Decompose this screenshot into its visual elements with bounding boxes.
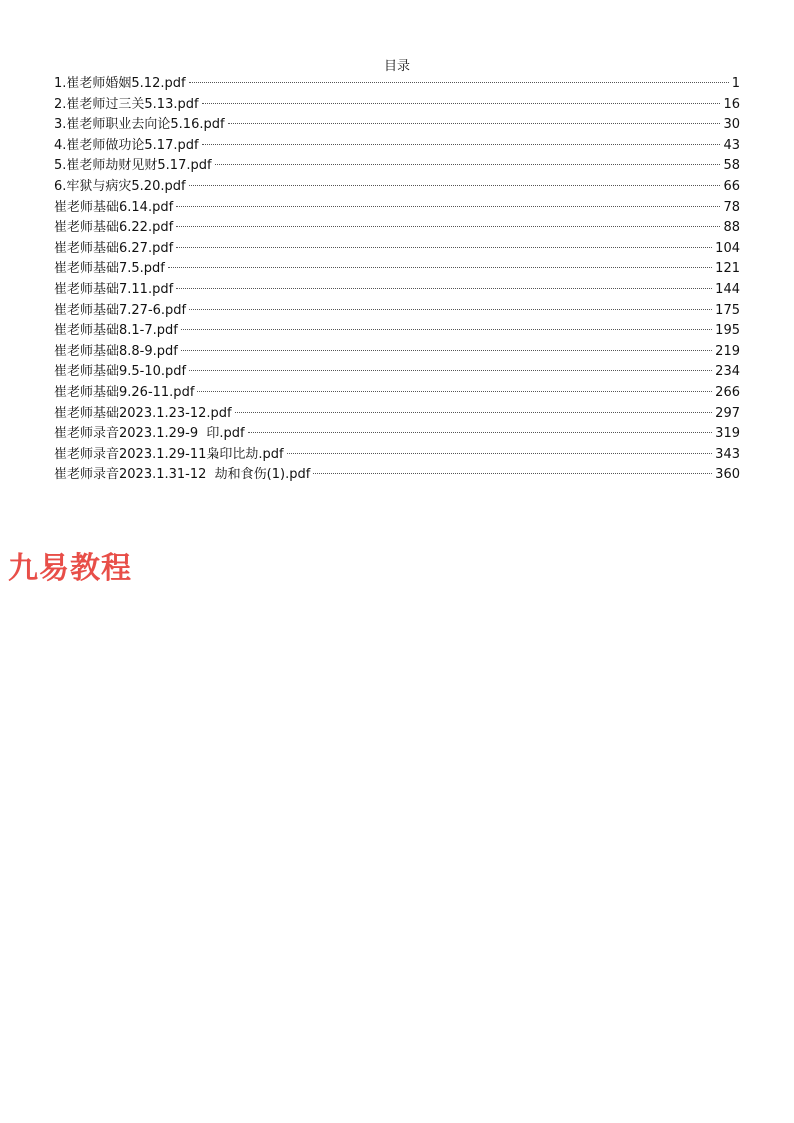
toc-entry-label[interactable]: 1.崔老师婚姻5.12.pdf xyxy=(54,76,186,91)
toc-entry-label[interactable]: 6.牢狱与病灾5.20.pdf xyxy=(54,178,186,194)
toc-entry-page[interactable]: 144 xyxy=(715,281,740,297)
dot-leader xyxy=(189,309,712,310)
toc-entry-page[interactable]: 219 xyxy=(715,343,740,359)
toc-entry-page[interactable]: 16 xyxy=(723,96,740,112)
toc-entry-label[interactable]: 崔老师基础7.5.pdf xyxy=(54,261,165,277)
toc-entry[interactable] xyxy=(54,74,740,95)
toc-entry[interactable] xyxy=(54,301,740,322)
toc-entry-page[interactable]: 30 xyxy=(723,117,740,133)
toc-entry[interactable] xyxy=(54,362,740,383)
toc-entry-label[interactable]: 崔老师基础2023.1.23-12.pdf xyxy=(54,405,232,421)
toc-entry[interactable] xyxy=(54,259,740,280)
toc-entry[interactable] xyxy=(54,383,740,404)
dot-leader xyxy=(215,164,721,165)
dot-leader xyxy=(168,267,712,268)
toc-entry-label[interactable]: 4.崔老师做功论5.17.pdf xyxy=(54,137,199,153)
dot-leader xyxy=(228,123,721,124)
toc-entry[interactable] xyxy=(54,198,740,219)
toc-entry-label[interactable]: 崔老师录音2023.1.31-12 劫和食伤(1).pdf xyxy=(54,467,311,483)
toc-entry-label[interactable]: 崔老师基础6.22.pdf xyxy=(54,220,174,236)
dot-leader xyxy=(287,453,713,454)
toc-entry[interactable] xyxy=(54,218,740,239)
toc-entry-page[interactable]: 1 xyxy=(731,76,740,91)
toc-entry-label[interactable]: 崔老师基础9.26-11.pdf xyxy=(54,384,195,400)
toc-entry[interactable] xyxy=(54,156,740,177)
dot-leader xyxy=(176,247,712,248)
toc-entry-page[interactable]: 78 xyxy=(723,199,740,215)
toc-entry[interactable] xyxy=(54,424,740,445)
toc-entry[interactable] xyxy=(54,321,740,342)
dot-leader xyxy=(197,391,712,392)
toc-entry-label[interactable]: 崔老师基础9.5-10.pdf xyxy=(54,364,187,380)
toc-entry[interactable] xyxy=(54,404,740,425)
table-of-contents xyxy=(54,74,740,486)
dot-leader xyxy=(248,432,713,433)
toc-entry-page[interactable]: 66 xyxy=(723,178,740,194)
toc-entry-label[interactable]: 崔老师基础7.27-6.pdf xyxy=(54,302,187,318)
toc-entry[interactable] xyxy=(54,342,740,363)
toc-entry[interactable] xyxy=(54,95,740,116)
dot-leader xyxy=(181,329,712,330)
toc-entry-page[interactable]: 88 xyxy=(723,220,740,236)
toc-title: 目录 xyxy=(383,59,410,74)
toc-entry-page[interactable]: 195 xyxy=(715,323,740,339)
toc-entry-label[interactable]: 崔老师基础8.8-9.pdf xyxy=(54,343,178,359)
toc-entry-label[interactable]: 崔老师录音2023.1.29-9 印.pdf xyxy=(54,426,245,442)
toc-entry-page[interactable]: 104 xyxy=(715,240,740,256)
dot-leader xyxy=(176,226,720,227)
toc-entry-label[interactable]: 3.崔老师职业去向论5.16.pdf xyxy=(54,117,225,133)
toc-entry-page[interactable]: 266 xyxy=(715,384,740,400)
toc-entry-label[interactable]: 崔老师基础8.1-7.pdf xyxy=(54,323,178,339)
toc-entry-page[interactable]: 58 xyxy=(723,158,740,174)
toc-entry-label[interactable]: 2.崔老师过三关5.13.pdf xyxy=(54,96,199,112)
toc-entry[interactable] xyxy=(54,239,740,260)
toc-entry[interactable] xyxy=(54,115,740,136)
dot-leader xyxy=(176,288,712,289)
watermark-logo: 九易教程 xyxy=(8,551,132,586)
toc-entry[interactable] xyxy=(54,136,740,157)
toc-entry-label[interactable]: 崔老师基础7.11.pdf xyxy=(54,281,174,297)
toc-entry-label[interactable]: 崔老师基础6.27.pdf xyxy=(54,240,174,256)
toc-entry-label[interactable]: 崔老师录音2023.1.29-11枭印比劫.pdf xyxy=(54,446,284,462)
toc-entry-label[interactable]: 崔老师基础6.14.pdf xyxy=(54,199,174,215)
dot-leader xyxy=(202,144,721,145)
toc-entry[interactable] xyxy=(54,465,740,486)
dot-leader xyxy=(313,473,712,474)
dot-leader xyxy=(189,185,721,186)
toc-entry-page[interactable]: 175 xyxy=(715,302,740,318)
dot-leader xyxy=(235,412,713,413)
toc-entry-page[interactable]: 360 xyxy=(715,467,740,483)
toc-entry-page[interactable]: 43 xyxy=(723,137,740,153)
toc-entry[interactable] xyxy=(54,280,740,301)
dot-leader xyxy=(189,82,729,83)
toc-entry-page[interactable]: 343 xyxy=(715,446,740,462)
toc-entry-page[interactable]: 297 xyxy=(715,405,740,421)
toc-entry-page[interactable]: 234 xyxy=(715,364,740,380)
dot-leader xyxy=(176,206,720,207)
toc-entry-page[interactable]: 319 xyxy=(715,426,740,442)
dot-leader xyxy=(202,103,721,104)
dot-leader xyxy=(181,350,712,351)
toc-entry-label[interactable]: 5.崔老师劫财见财5.17.pdf xyxy=(54,158,212,174)
toc-entry[interactable] xyxy=(54,445,740,466)
dot-leader xyxy=(189,370,712,371)
toc-entry-page[interactable]: 121 xyxy=(715,261,740,277)
toc-entry[interactable] xyxy=(54,177,740,198)
